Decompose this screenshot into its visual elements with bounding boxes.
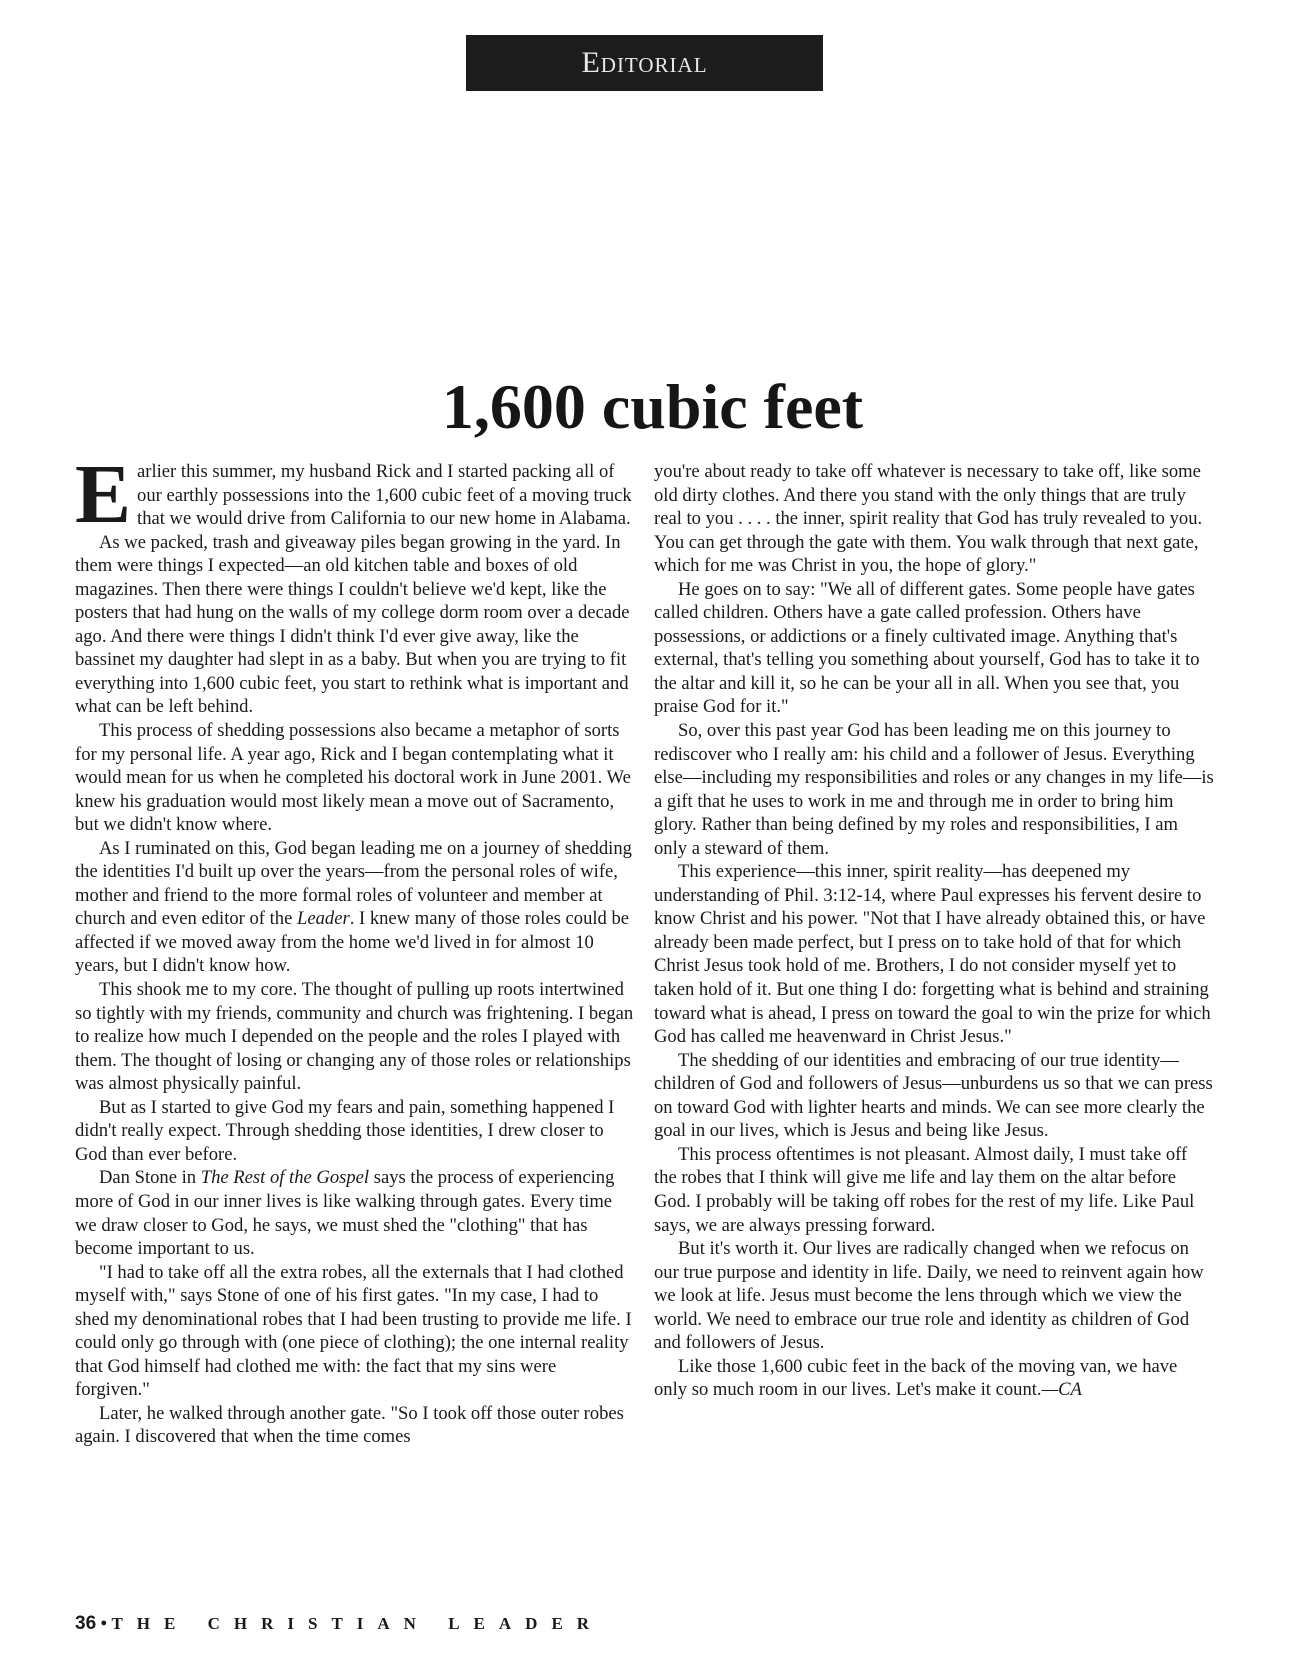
paragraph: Later, he walked through another gate. "So I took off those outer robes again. I discovered that when the time comes — [75, 1402, 624, 1448]
paragraph: So, over this past year God has been leading me on this journey to rediscover who I really am: his child and a follower of Jesus. Everything else—including my responsibilities and roles or any changes in my life—is a gift that he uses to work in me and through me in order to bring him glory. Rather than being defined by my roles and responsibilities, I am only a steward of them. — [654, 720, 1214, 859]
paragraph: "I had to take off all the extra robes, all the externals that I had clothed myself with," says Stone of one of his first gates. "In my case, I had to shed my denominational robes that I had been trusting to provide me life. I could only go through with (one piece of clothing); the one internal reality that God himself had clothed me with: the fact that my sins were forgiven." — [75, 1261, 632, 1401]
left-column — [75, 448, 635, 1449]
page-number: 36 — [75, 1613, 97, 1634]
paragraph: This shook me to my core. The thought of pulling up roots intertwined so tightly with my friends, community and church was frightening. I began to realize how much I depended on the people and the roles I played with them. The thought of losing or changing any of those roles or relationships was almost physically painful. — [75, 979, 634, 1095]
paragraph: But it's worth it. Our lives are radically changed when we refocus on our true purpose and identity in life. Daily, we need to reinvent again how we look at life. Jesus must become the lens through which we view the world. We need to embrace our true role and identity as children of God and followers of Jesus. — [654, 1238, 1204, 1354]
paragraph: This process of shedding possessions also became a metaphor of sorts for my personal life. A year ago, Rick and I began contemplating what it would mean for us when he completed his doctoral work in June 2001. We knew his graduation would most likely mean a move out of Sacramento, but we didn't know where. — [75, 720, 631, 836]
section-banner: Editorial — [466, 35, 823, 91]
paragraph: This process oftentimes is not pleasant. Almost daily, I must take off the robes that I think will give me life and lay them on the altar before God. I probably will be taking off robes for the rest of my life. Like Paul says, we are always pressing forward. — [654, 1143, 1195, 1236]
paragraph-text: . I knew many of those roles could be affected if we moved away from the home we'd lived in for almost 10 years, but I didn't know how. — [75, 908, 630, 977]
paragraph-text: As I ruminated on this, God began leading me on a journey of shedding the identities I'd built up over the years—from the personal roles of wife, mother and friend to the more formal roles of volunteer and member at church and even editor of the — [75, 837, 632, 930]
paragraph — [75, 448, 635, 541]
paragraph: you're about ready to take off whatever is necessary to take off, like some old dirty clothes. And there you stand with the only things that are truly real to you . . . . the inner, spirit reality that God has truly revealed to you. You can get through the gate with them. You walk through that next gate, which for me was Christ in you, the hope of glory." — [654, 461, 1203, 577]
footer-bullet: • — [100, 1613, 107, 1633]
right-column — [654, 460, 1214, 1402]
paragraph: He goes on to say: "We all of different gates. Some people have gates called children. Others have a gate called profession. Others have possessions, or addictions or a finely cultivated image. Anything that's external, that's telling you something about yourself, God has to take it to the altar and kill it, so he can be your all in all. When you see that, you praise God for it." — [654, 578, 1200, 718]
paragraph — [654, 1355, 1214, 1402]
paragraph: This experience—this inner, spirit reality—has deepened my understanding of Phil. 3:12-14, where Paul expresses his fervent desire to know Christ and his power. "Not that I have already obtained this, or have already been made perfect, but I press on to take hold of that for which Christ Jesus took hold of me. Brothers, I do not consider myself yet to taken hold of it. But one thing I do: forgetting what is behind and straining toward what is ahead, I press on toward the goal to win the prize for which God has called me heavenward in Christ Jesus." — [654, 861, 1211, 1048]
drop-cap: E — [75, 448, 132, 541]
paragraph — [75, 837, 635, 978]
publication-name: Leader — [297, 908, 350, 930]
author-signature: —CA — [1041, 1379, 1082, 1401]
page-footer — [75, 1613, 603, 1635]
paragraph-text: Dan Stone in — [99, 1167, 201, 1189]
paragraph-text: Like those 1,600 cubic feet in the back of the moving van, we have only so much room in our lives. Let's make it count. — [654, 1355, 1178, 1401]
paragraph: As we packed, trash and giveaway piles began growing in the yard. In them were things I expected—an old kitchen table and boxes of old magazines. Then there were things I couldn't believe we'd kept, like the posters that had hung on the walls of my college dorm room over a decade ago. And there were things I didn't think I'd ever give away, like the bassinet my daughter had slept in as a baby. But when you are trying to fit everything into 1,600 cubic feet, you start to rethink what is important and what can be left behind. — [75, 531, 630, 718]
paragraph-text: arlier this summer, my husband Rick and I started packing all of our earthly possessions into the 1,600 cubic feet of a moving truck that we would drive from California to our new home in Alabama. — [137, 461, 632, 530]
book-title: The Rest of the Gospel — [200, 1167, 370, 1189]
paragraph: But as I started to give God my fears and pain, something happened I didn't really expect. Through shedding those identities, I drew closer to God than ever before. — [75, 1096, 615, 1165]
paragraph: The shedding of our identities and embracing of our true identity—children of God and followers of Jesus—unburdens us so that we can press on toward God with lighter hearts and minds. We can see more clearly the goal in our lives, which is Jesus and being like Jesus. — [654, 1049, 1213, 1142]
publication-name-footer: THE CHRISTIAN LEADER — [111, 1614, 604, 1633]
article-title: 1,600 cubic feet — [441, 371, 864, 442]
paragraph-text: says the process of experiencing more of God in our inner lives is like walking through gates. Every time we draw closer to God, he says, we must shed the "clothing" that has become important to us. — [75, 1167, 615, 1260]
paragraph — [75, 1166, 635, 1260]
